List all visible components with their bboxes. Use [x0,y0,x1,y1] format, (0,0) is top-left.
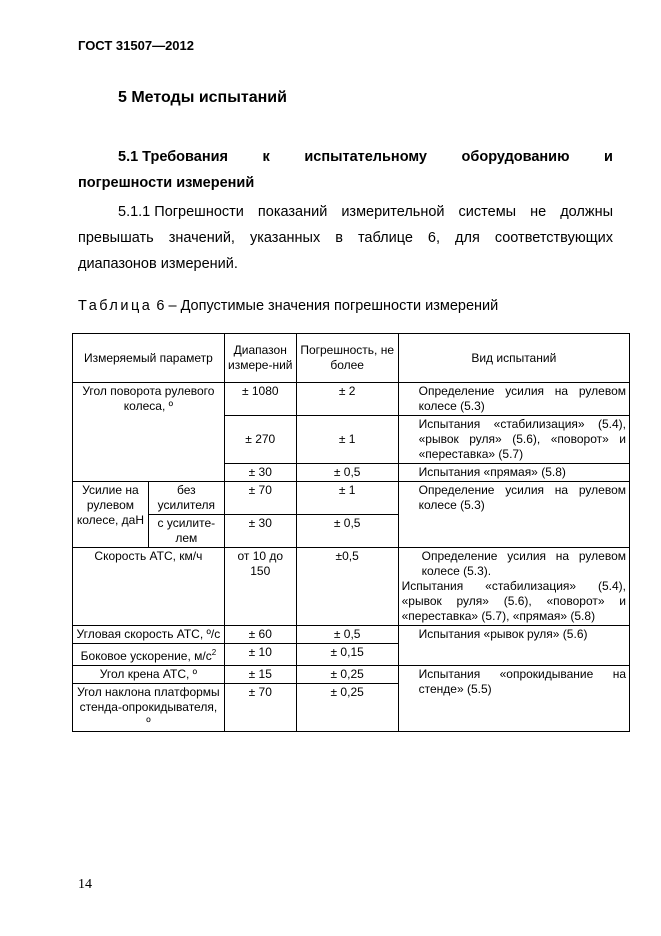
word: должны [560,204,613,220]
word: 5.1.1 Погрешности [118,204,244,220]
error-cell: ± 0,25 [296,684,398,732]
word: соответствующих [494,230,613,246]
test-line: Испытания «стабилизация» (5.4), «рывок руля» (5.6), «поворот» и «переставка» (5.7), «прямая» (5.8) [401,579,626,623]
header-test: Вид испытаний [398,334,629,383]
table-row [73,548,630,626]
page-number: 14 [78,877,92,892]
test-line: Определение усилия на рулевом колесе (5.3). [421,549,626,578]
header-range: Диапазон измере-ний [224,334,296,383]
param-roll-angle: Угол крена АТС, º [73,666,225,684]
range-cell: ± 15 [224,666,296,684]
range-cell: ± 30 [224,515,296,548]
range-cell: ± 30 [224,464,296,482]
word: таблице [357,230,413,246]
caption-label: Таблица [78,298,153,314]
word: не [530,204,547,220]
test-cell: Испытания «опрокидывание на стенде» (5.5) [398,666,629,732]
error-cell: ± 0,5 [296,515,398,548]
header-error: Погрешность, не более [296,334,398,383]
error-cell: ± 1 [296,416,398,464]
param-yaw-rate: Угловая скорость АТС, º/с [73,626,225,644]
word: значений, [168,230,235,246]
word: для [455,230,480,246]
word: 6, [427,230,441,246]
param-speed: Скорость АТС, км/ч [73,548,225,626]
word: показаний [257,204,328,220]
table-row [73,383,630,416]
test-cell: Определение усилия на рулевом колесе (5.3) [398,482,629,548]
paragraph-5-1-1 [78,199,613,277]
error-cell: ± 0,15 [296,644,398,666]
superscript: 2 [211,648,217,657]
word: указанных [249,230,321,246]
range-cell: ± 10 [224,644,296,666]
word: системы [458,204,517,220]
param-text: Боковое ускорение, м/с [80,649,212,663]
range-cell: ± 70 [224,482,296,515]
table-row [73,482,630,515]
header-param: Измеряемый параметр [73,334,225,383]
document-header: ГОСТ 31507—2012 [78,38,194,53]
subsection-title-line2: погрешности измерений [78,175,255,191]
subparam-no-booster: без усилителя [148,482,224,515]
paragraph-line [78,225,613,251]
word: в [335,230,343,246]
error-cell: ± 2 [296,383,398,416]
word: превышать [78,230,154,246]
param-lateral-acceleration [73,644,225,666]
subsection-title-line1 [118,149,613,165]
subsection-word: 5.1 Требования [118,149,228,165]
param-platform-angle: Угол наклона платформы стенда-опрокидывателя, º [73,684,225,732]
test-cell: Испытания «рывок руля» (5.6) [398,626,629,666]
paragraph-line [78,199,613,225]
error-cell: ± 1 [296,482,398,515]
section-title: 5 Методы испытаний [118,89,287,106]
table-header-row [73,334,630,383]
range-cell: ± 70 [224,684,296,732]
error-cell: ± 0,5 [296,464,398,482]
tolerance-table [72,333,630,732]
caption-text: 6 – Допустимые значения погрешности измерений [152,298,499,314]
test-cell: Испытания «прямая» (5.8) [398,464,629,482]
word: измерительной [341,204,445,220]
subparam-with-booster: с усилите-лем [148,515,224,548]
subsection-word: оборудованию [461,149,570,165]
param-steering-force: Усилие на рулевом колесе, даН [73,482,149,548]
range-cell: ± 60 [224,626,296,644]
table-caption [78,298,498,314]
param-steering-angle: Угол поворота рулевого колеса, º [73,383,225,482]
paragraph-line: диапазонов измерений. [78,256,238,272]
range-cell: от 10 до 150 [224,548,296,626]
test-cell: Испытания «стабилизация» (5.4), «рывок руля» (5.6), «поворот» и «переставка» (5.7) [398,416,629,464]
subsection-word: и [604,149,613,165]
subsection-word: испытательному [304,149,427,165]
table-row [73,626,630,644]
test-cell [398,548,629,626]
subsection-word: к [262,149,270,165]
error-cell: ± 0,25 [296,666,398,684]
error-cell: ± 0,5 [296,626,398,644]
range-cell: ± 1080 [224,383,296,416]
error-cell: ±0,5 [296,548,398,626]
table-row [73,666,630,684]
range-cell: ± 270 [224,416,296,464]
test-cell: Определение усилия на рулевом колесе (5.3) [398,383,629,416]
